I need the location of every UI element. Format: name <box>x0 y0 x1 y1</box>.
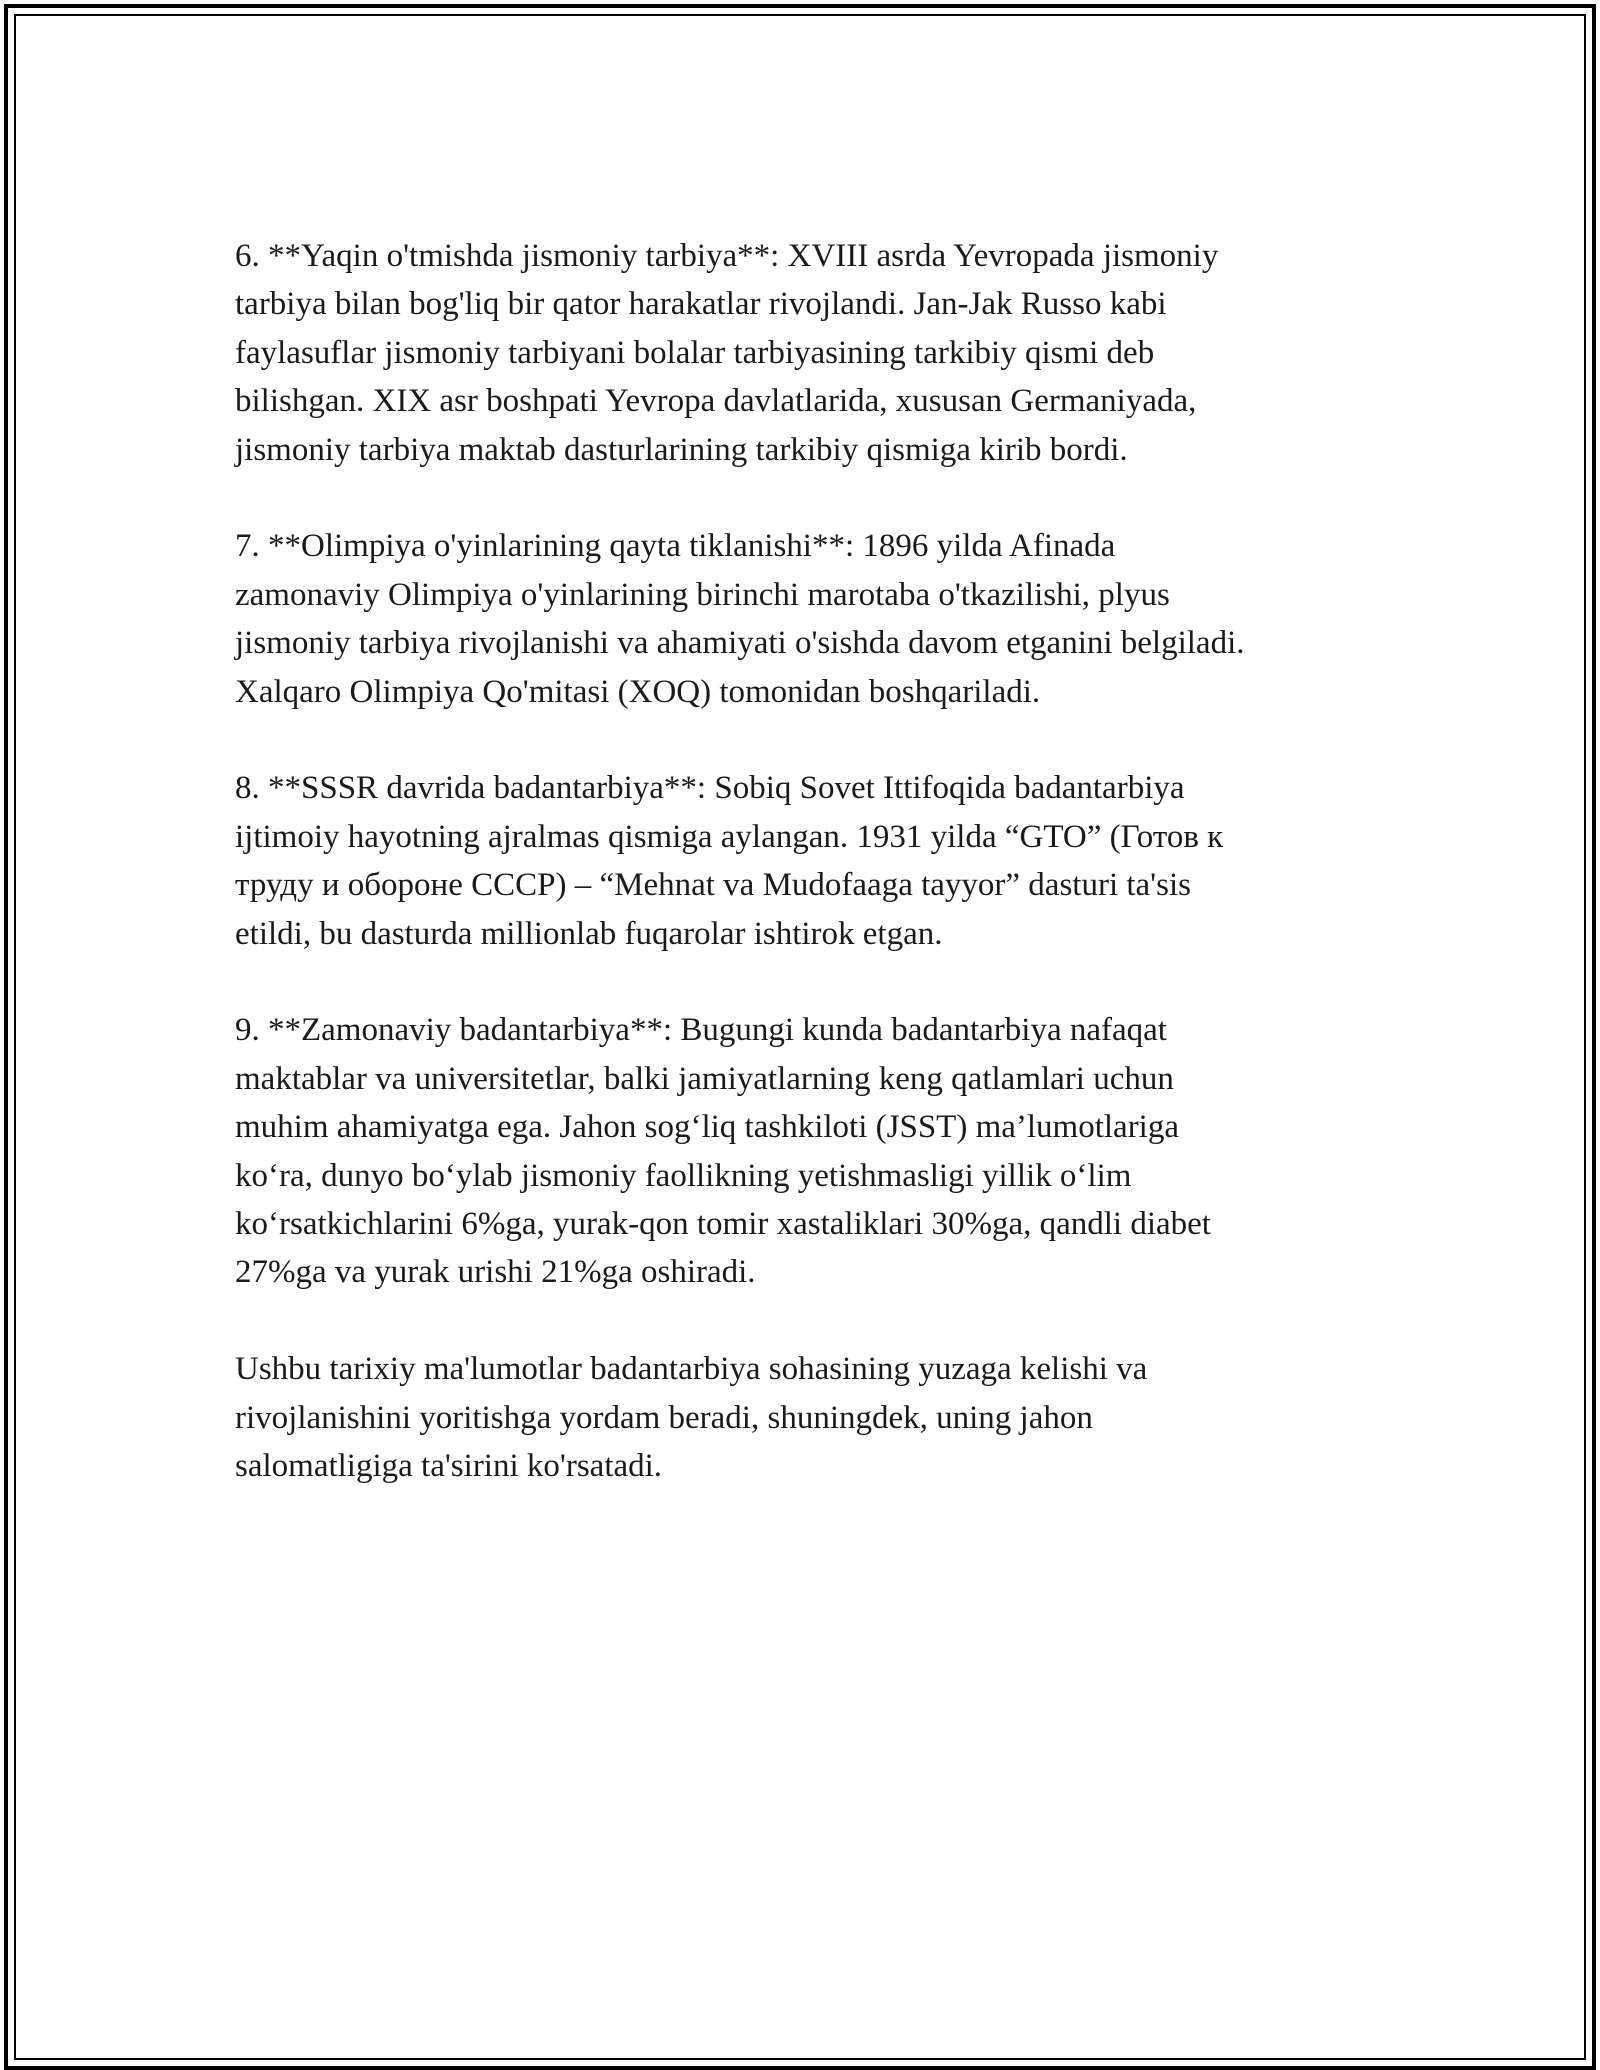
text-line: jismoniy tarbiya maktab dasturlarining tarkibiy qismiga kirib bordi. <box>235 431 1128 468</box>
text-line: muhim ahamiyatga ega. Jahon sog‘liq tashkiloti (JSST) ma’lumotlariga <box>235 1109 1179 1146</box>
text-line: rivojlanishini yoritishga yordam beradi, shuningdek, uning jahon <box>235 1399 1093 1436</box>
text-line: 9. **Zamonaviy badantarbiya**: Bugungi kunda badantarbiya nafaqat <box>235 1012 1167 1049</box>
text-line: ko‘ra, dunyo bo‘ylab jismoniy faollikning yetishmasligi yillik o‘lim <box>235 1157 1132 1194</box>
paragraph-olimpiya <box>235 522 1375 716</box>
text-line: bilishgan. XIX asr boshpati Yevropa davlatlarida, xususan Germaniyada, <box>235 383 1197 420</box>
text-line: ijtimoiy hayotning ajralmas qismiga aylangan. 1931 yilda “GTO” (Готов к <box>235 818 1224 855</box>
paragraph-sssr <box>235 764 1375 958</box>
text-line: 8. **SSSR davrida badantarbiya**: Sobiq Sovet Ittifoqida badantarbiya <box>235 770 1185 807</box>
paragraph-zamonaviy <box>235 1006 1375 1296</box>
paragraph-conclusion <box>235 1345 1375 1490</box>
text-line: maktablar va universitetlar, balki jamiyatlarning keng qatlamlari uchun <box>235 1060 1174 1097</box>
text-line: 6. **Yaqin o'tmishda jismoniy tarbiya**: XVIII asrda Yevropada jismoniy <box>235 238 1219 274</box>
text-line: 27%ga va yurak urishi 21%ga oshiradi. <box>235 1254 756 1291</box>
text-line: faylasuflar jismoniy tarbiyani bolalar tarbiyasining tarkibiy qismi deb <box>235 334 1155 371</box>
text-line: труду и обороне СССР) – “Mehnat va Mudofaaga tayyor” dasturi ta'sis <box>235 867 1191 904</box>
paragraph-yaqin-otmishda <box>235 232 1375 474</box>
text-line: zamonaviy Olimpiya o'yinlarining birinchi marotaba o'tkazilishi, plyus <box>235 576 1170 613</box>
text-line: salomatligiga ta'sirini ko'rsatadi. <box>235 1448 663 1485</box>
text-line: tarbiya bilan bog'liq bir qator harakatlar rivojlandi. Jan-Jak Russo kabi <box>235 286 1167 323</box>
text-line: Xalqaro Olimpiya Qo'mitasi (XOQ) tomonidan boshqariladi. <box>235 673 1041 710</box>
text-line: etildi, bu dasturda millionlab fuqarolar ishtirok etgan. <box>235 915 943 952</box>
document-body <box>235 232 1375 1539</box>
text-line: 7. **Olimpiya o'yinlarining qayta tiklanishi**: 1896 yilda Afinada <box>235 528 1116 565</box>
text-line: jismoniy tarbiya rivojlanishi va ahamiyati o'sishda davom etganini belgiladi. <box>235 625 1245 662</box>
text-line: ko‘rsatkichlarini 6%ga, yurak-qon tomir xastaliklari 30%ga, qandli diabet <box>235 1206 1211 1243</box>
text-line: Ushbu tarixiy ma'lumotlar badantarbiya sohasining yuzaga kelishi va <box>235 1351 1148 1388</box>
